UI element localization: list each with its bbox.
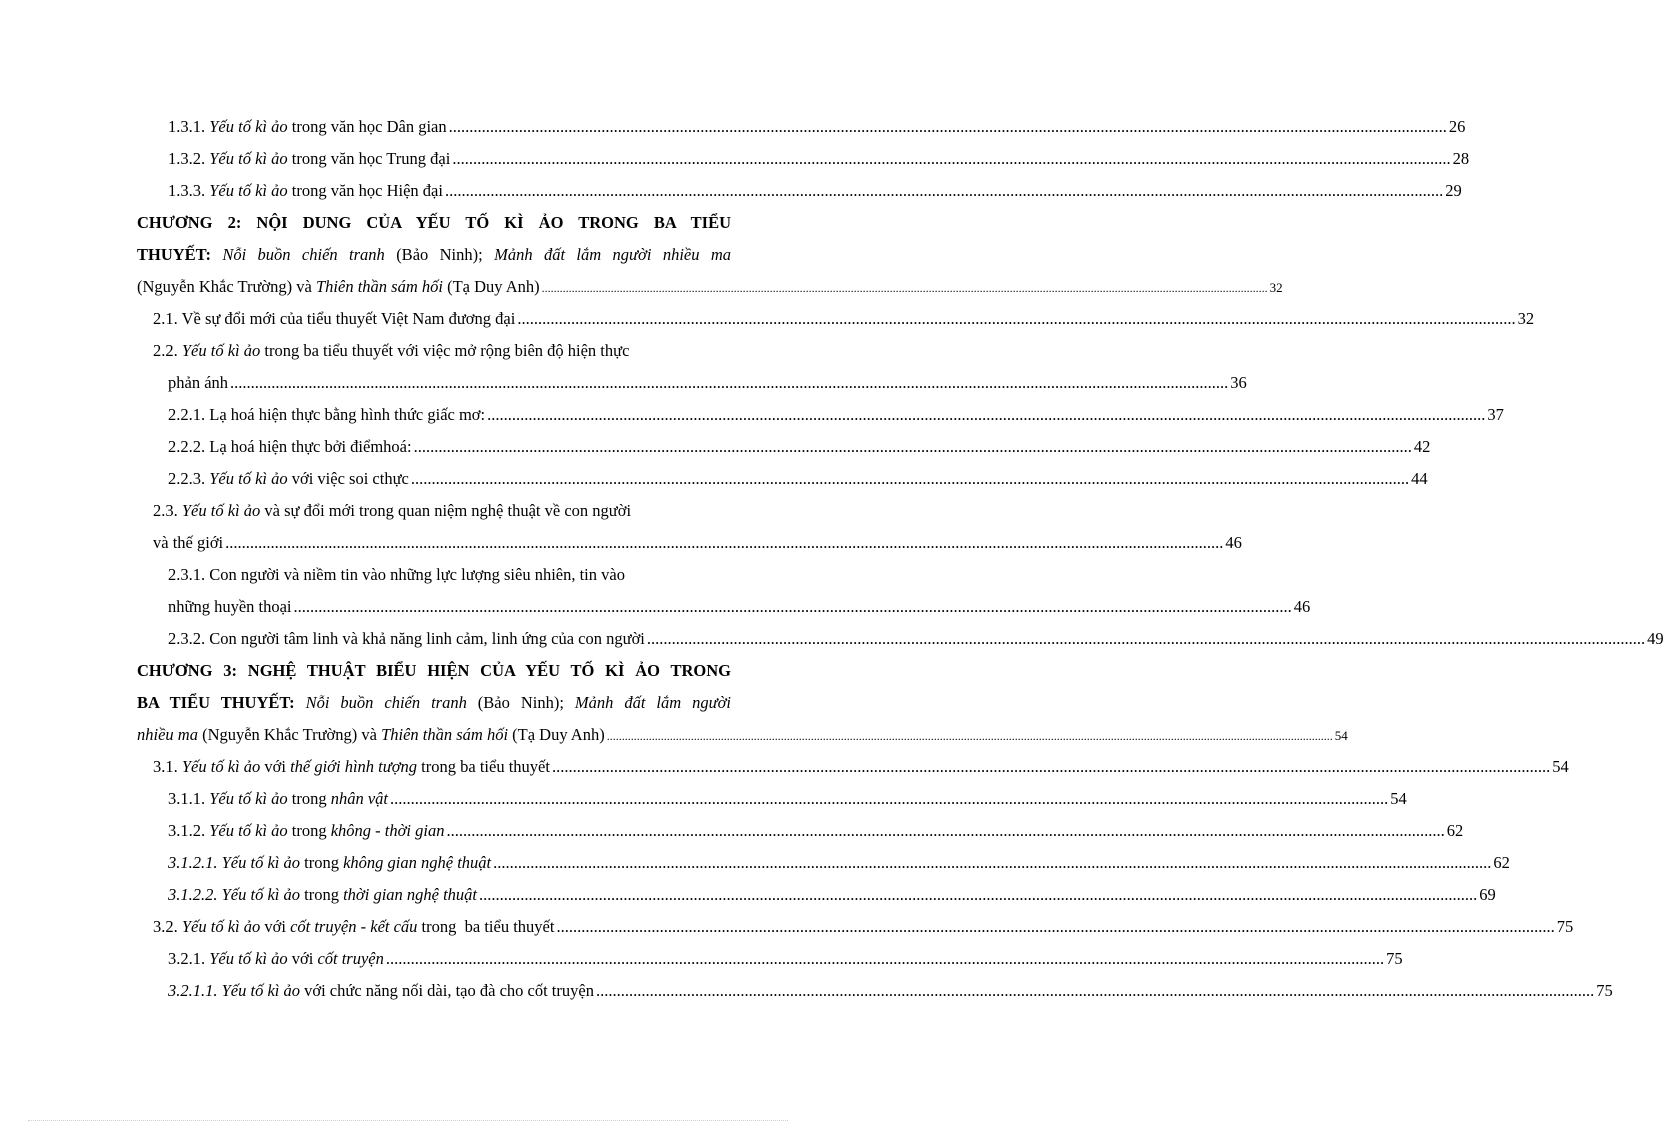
toc-entry-3-2[interactable]: 3.2. Yếu tố kì ảo với cốt truyện - kết cấu trong ba tiểu thuyết ..... 75 (153, 917, 731, 937)
toc-entry-2-3-2[interactable]: 2.3.2. Con người tâm linh và khả năng linh cảm, linh ứng của con người ..... 49 (168, 629, 731, 649)
chapter-3-heading-line-3[interactable]: nhiều ma (Nguyễn Khắc Trường) và Thiên thần sám hối (Tạ Duy Anh) ..... 54 (137, 725, 731, 746)
page-number: 75 (1386, 949, 1403, 968)
page-number: 69 (1479, 885, 1496, 904)
toc-entry-2-3-line-1[interactable]: 2.3. Yếu tố kì ảo và sự đổi mới trong quan niệm nghệ thuật về con người (153, 501, 632, 520)
chapter-2-heading-line-1[interactable]: CHƯƠNG 2: NỘI DUNG CỦA YẾU TỐ KÌ ẢO TRONG BA TIỂU (137, 213, 731, 232)
dot-leader (449, 117, 1447, 137)
toc-entry-3-2-1-1[interactable]: 3.2.1.1. Yếu tố kì ảo với chức năng nối dài, tạo đà cho cốt truyện ..... 75 (168, 981, 731, 1001)
dot-leader (445, 181, 1443, 201)
dot-leader (414, 437, 1412, 457)
toc-entry-3-1-1[interactable]: 3.1.1. Yếu tố kì ảo trong nhân vật ..... 54 (168, 789, 731, 809)
toc-entry-2-2-3[interactable]: 2.2.3. Yếu tố kì ảo với việc soi c thực ..... 44 (168, 469, 731, 489)
toc-entry-2-2-line-1[interactable]: 2.2. Yếu tố kì ảo trong ba tiểu thuyết với việc mở rộng biên độ hiện thực (153, 341, 630, 360)
page-number: 54 (1334, 728, 1348, 743)
dot-leader (386, 949, 1384, 969)
dot-leader (493, 853, 1491, 873)
dot-leader (596, 981, 1594, 1001)
toc-entry-1-3-1[interactable]: 1.3.1. Yếu tố kì ảo trong văn học Dân gian ..... 26 (168, 117, 731, 137)
toc-entry-2-3-line-2[interactable]: và thế giới ..... 46 (153, 533, 731, 553)
toc-entry-1-3-3[interactable]: 1.3.3. Yếu tố kì ảo trong văn học Hiện đại ..... 29 (168, 181, 731, 201)
toc-entry-3-2-1[interactable]: 3.2.1. Yếu tố kì ảo với cốt truyện ..... 75 (168, 949, 731, 969)
chapter-2-heading-line-3[interactable]: (Nguyễn Khắc Trường) và Thiên thần sám hối (Tạ Duy Anh) ..... 32 (137, 277, 731, 298)
toc-entry-2-2-1[interactable]: 2.2.1. Lạ hoá hiện thực bằng hình thức giấc mơ: ..... 37 (168, 405, 731, 425)
page-number: 42 (1413, 437, 1431, 456)
dot-leader (517, 309, 1515, 329)
toc-entry-1-3-2[interactable]: 1.3.2. Yếu tố kì ảo trong văn học Trung đại ..... 28 (168, 149, 731, 169)
toc-entry-3-1-2-2[interactable]: 3.1.2.2. Yếu tố kì ảo trong thời gian nghệ thuật ..... 69 (168, 885, 731, 905)
dot-leader (452, 149, 1450, 169)
page-number: 62 (1446, 821, 1464, 840)
dot-leader (411, 469, 1409, 489)
dot-leader (390, 789, 1388, 809)
dot-leader (294, 597, 1292, 617)
dot-leader (552, 757, 1550, 777)
page-number: 75 (1596, 981, 1613, 1000)
toc-entry-2-2-2[interactable]: 2.2.2. Lạ hoá hiện thực bởi điểm hoá: ..... 42 (168, 437, 731, 457)
dot-leader (479, 885, 1477, 905)
page-number: 46 (1293, 597, 1311, 616)
toc-entry-2-3-1-line-2[interactable]: những huyền thoại ..... 46 (168, 597, 731, 617)
dot-leader (487, 405, 1485, 425)
toc-entry-2-3-1-line-1[interactable]: 2.3.1. Con người và niềm tin vào những lực lượng siêu nhiên, tin vào (168, 565, 625, 584)
dot-leader (230, 373, 1228, 393)
page-number: 29 (1445, 181, 1462, 200)
toc-entry-3-1-2-1[interactable]: 3.1.2.1. Yếu tố kì ảo trong không gian nghệ thuật ..... 62 (168, 853, 731, 873)
page-number: 49 (1647, 629, 1664, 648)
page-number: 32 (1269, 280, 1283, 295)
page-number: 75 (1556, 917, 1574, 936)
chapter-3-heading-line-1[interactable]: CHƯƠNG 3: NGHỆ THUẬT BIỂU HIỆN CỦA YẾU TỐ KÌ ẢO TRONG (137, 661, 731, 680)
toc-entry-2-2-line-2[interactable]: phản ánh ..... 36 (168, 373, 731, 393)
dot-leader (556, 917, 1554, 937)
page-number: 32 (1517, 309, 1535, 328)
page-number: 46 (1225, 533, 1242, 552)
page-number: 54 (1390, 789, 1407, 808)
page-bottom-border (28, 1120, 788, 1121)
chapter-3-heading-line-2[interactable]: BA TIỂU THUYẾT: Nỗi buồn chiến tranh (Bảo Ninh); Mảnh đất lắm người (137, 693, 732, 712)
page-number: 26 (1448, 117, 1466, 136)
page-number: 36 (1230, 373, 1247, 392)
page-number: 54 (1552, 757, 1569, 776)
page-number: 62 (1493, 853, 1510, 872)
dot-leader (446, 821, 1444, 841)
page-number: 44 (1411, 469, 1428, 488)
chapter-2-heading-line-2[interactable]: THUYẾT: Nỗi buồn chiến tranh (Bảo Ninh); Mảnh đất lắm người nhiều ma (137, 245, 732, 264)
page-number: 37 (1487, 405, 1504, 424)
dot-leader (647, 629, 1645, 649)
toc-entry-2-1[interactable]: 2.1. Về sự đổi mới của tiểu thuyết Việt Nam đương đại ..... 32 (153, 309, 731, 329)
dot-leader (607, 726, 1333, 746)
toc-entry-3-1-2[interactable]: 3.1.2. Yếu tố kì ảo trong không - thời gian ..... 62 (168, 821, 731, 841)
dot-leader (225, 533, 1223, 553)
toc-entry-3-1[interactable]: 3.1. Yếu tố kì ảo với thế giới hình tượng trong ba tiểu thuyết ..... 54 (153, 757, 731, 777)
dot-leader (542, 278, 1268, 298)
page-number: 28 (1452, 149, 1470, 168)
